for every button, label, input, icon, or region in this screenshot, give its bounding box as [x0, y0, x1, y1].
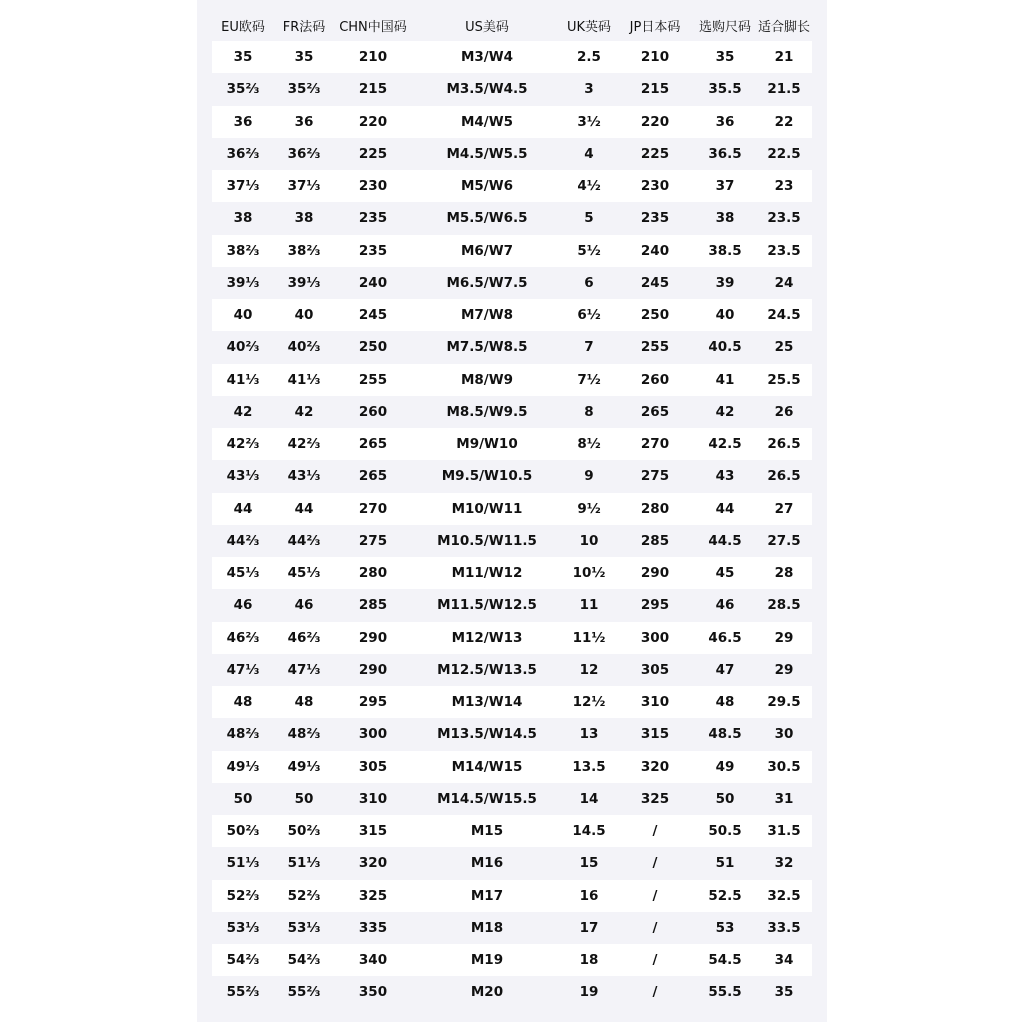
cell-jp-size: 320 [616, 751, 694, 783]
cell-jp-size: 290 [616, 557, 694, 589]
cell-foot-length: 26 [756, 396, 812, 428]
cell-chn-size: 255 [334, 364, 412, 396]
cell-uk-size: 13.5 [562, 751, 616, 783]
cell-uk-size: 16 [562, 880, 616, 912]
cell-fr-size: 43⅓ [274, 460, 334, 492]
cell-purchase-size: 35.5 [694, 73, 756, 105]
cell-eu-size: 50⅔ [212, 815, 274, 847]
cell-uk-size: 6 [562, 267, 616, 299]
cell-jp-size: 305 [616, 654, 694, 686]
cell-jp-size: 285 [616, 525, 694, 557]
cell-foot-length: 22.5 [756, 138, 812, 170]
cell-jp-size: 220 [616, 106, 694, 138]
cell-jp-size: 225 [616, 138, 694, 170]
table-row [212, 235, 812, 267]
table-row [212, 654, 812, 686]
column-header-chn-size: CHN中国码 [339, 19, 407, 35]
cell-jp-size: 325 [616, 783, 694, 815]
cell-us-size: M9.5/W10.5 [412, 460, 562, 492]
cell-foot-length: 23.5 [756, 235, 812, 267]
table-row [212, 460, 812, 492]
cell-us-size: M4/W5 [412, 106, 562, 138]
cell-foot-length: 25.5 [756, 364, 812, 396]
cell-uk-size: 5 [562, 202, 616, 234]
cell-eu-size: 45⅓ [212, 557, 274, 589]
cell-uk-size: 17 [562, 912, 616, 944]
cell-uk-size: 14.5 [562, 815, 616, 847]
header-row [212, 9, 812, 41]
cell-foot-length: 28 [756, 557, 812, 589]
cell-fr-size: 41⅓ [274, 364, 334, 396]
cell-us-size: M10/W11 [412, 493, 562, 525]
cell-jp-size: / [616, 976, 694, 1008]
cell-us-size: M9/W10 [412, 428, 562, 460]
cell-foot-length: 26.5 [756, 460, 812, 492]
table-body [212, 41, 812, 1009]
cell-us-size: M5/W6 [412, 170, 562, 202]
cell-eu-size: 47⅓ [212, 654, 274, 686]
cell-eu-size: 43⅓ [212, 460, 274, 492]
table-row [212, 525, 812, 557]
table-row [212, 557, 812, 589]
cell-chn-size: 260 [334, 396, 412, 428]
cell-fr-size: 40⅔ [274, 331, 334, 363]
cell-uk-size: 6½ [562, 299, 616, 331]
cell-chn-size: 295 [334, 686, 412, 718]
cell-foot-length: 23.5 [756, 202, 812, 234]
cell-foot-length: 32.5 [756, 880, 812, 912]
cell-eu-size: 53⅓ [212, 912, 274, 944]
cell-foot-length: 29.5 [756, 686, 812, 718]
table-row [212, 751, 812, 783]
table-row [212, 299, 812, 331]
cell-us-size: M11.5/W12.5 [412, 589, 562, 621]
cell-purchase-size: 39 [694, 267, 756, 299]
cell-fr-size: 47⅓ [274, 654, 334, 686]
cell-eu-size: 48⅔ [212, 718, 274, 750]
cell-uk-size: 5½ [562, 235, 616, 267]
cell-fr-size: 50⅔ [274, 815, 334, 847]
cell-fr-size: 48⅔ [274, 718, 334, 750]
cell-purchase-size: 43 [694, 460, 756, 492]
cell-eu-size: 52⅔ [212, 880, 274, 912]
cell-foot-length: 30.5 [756, 751, 812, 783]
cell-uk-size: 14 [562, 783, 616, 815]
cell-fr-size: 46 [274, 589, 334, 621]
cell-chn-size: 290 [334, 622, 412, 654]
cell-uk-size: 10 [562, 525, 616, 557]
cell-uk-size: 19 [562, 976, 616, 1008]
cell-uk-size: 8 [562, 396, 616, 428]
cell-fr-size: 35⅔ [274, 73, 334, 105]
cell-eu-size: 36 [212, 106, 274, 138]
cell-chn-size: 210 [334, 41, 412, 73]
cell-purchase-size: 47 [694, 654, 756, 686]
cell-uk-size: 15 [562, 847, 616, 879]
cell-eu-size: 50 [212, 783, 274, 815]
table-row [212, 976, 812, 1008]
cell-purchase-size: 44 [694, 493, 756, 525]
table-row [212, 267, 812, 299]
cell-foot-length: 35 [756, 976, 812, 1008]
cell-us-size: M16 [412, 847, 562, 879]
cell-jp-size: 295 [616, 589, 694, 621]
cell-eu-size: 48 [212, 686, 274, 718]
cell-jp-size: 235 [616, 202, 694, 234]
cell-us-size: M7/W8 [412, 299, 562, 331]
cell-chn-size: 350 [334, 976, 412, 1008]
cell-uk-size: 8½ [562, 428, 616, 460]
cell-foot-length: 29 [756, 654, 812, 686]
table-row [212, 493, 812, 525]
cell-foot-length: 34 [756, 944, 812, 976]
cell-purchase-size: 42.5 [694, 428, 756, 460]
table-row [212, 138, 812, 170]
cell-purchase-size: 50 [694, 783, 756, 815]
cell-fr-size: 53⅓ [274, 912, 334, 944]
table-row [212, 106, 812, 138]
cell-purchase-size: 46 [694, 589, 756, 621]
cell-uk-size: 7 [562, 331, 616, 363]
cell-jp-size: / [616, 944, 694, 976]
cell-uk-size: 13 [562, 718, 616, 750]
cell-fr-size: 51⅓ [274, 847, 334, 879]
cell-fr-size: 49⅓ [274, 751, 334, 783]
cell-purchase-size: 36 [694, 106, 756, 138]
size-chart-panel [197, 0, 827, 1022]
cell-us-size: M18 [412, 912, 562, 944]
cell-uk-size: 10½ [562, 557, 616, 589]
cell-purchase-size: 49 [694, 751, 756, 783]
cell-purchase-size: 50.5 [694, 815, 756, 847]
cell-us-size: M13/W14 [412, 686, 562, 718]
table-row [212, 847, 812, 879]
cell-uk-size: 4½ [562, 170, 616, 202]
cell-fr-size: 36⅔ [274, 138, 334, 170]
cell-purchase-size: 48.5 [694, 718, 756, 750]
table-row [212, 944, 812, 976]
cell-eu-size: 51⅓ [212, 847, 274, 879]
table-row [212, 202, 812, 234]
cell-fr-size: 39⅓ [274, 267, 334, 299]
cell-uk-size: 9 [562, 460, 616, 492]
cell-purchase-size: 48 [694, 686, 756, 718]
cell-foot-length: 29 [756, 622, 812, 654]
cell-chn-size: 270 [334, 493, 412, 525]
cell-eu-size: 46⅔ [212, 622, 274, 654]
cell-us-size: M8.5/W9.5 [412, 396, 562, 428]
cell-foot-length: 27.5 [756, 525, 812, 557]
cell-us-size: M5.5/W6.5 [412, 202, 562, 234]
cell-purchase-size: 52.5 [694, 880, 756, 912]
cell-eu-size: 41⅓ [212, 364, 274, 396]
cell-fr-size: 52⅔ [274, 880, 334, 912]
table-row [212, 396, 812, 428]
cell-fr-size: 55⅔ [274, 976, 334, 1008]
cell-eu-size: 42 [212, 396, 274, 428]
cell-jp-size: 210 [616, 41, 694, 73]
cell-fr-size: 50 [274, 783, 334, 815]
cell-eu-size: 55⅔ [212, 976, 274, 1008]
cell-foot-length: 28.5 [756, 589, 812, 621]
cell-chn-size: 225 [334, 138, 412, 170]
cell-eu-size: 49⅓ [212, 751, 274, 783]
cell-jp-size: 260 [616, 364, 694, 396]
column-header-foot-length: 适合脚长 [757, 19, 810, 35]
cell-chn-size: 335 [334, 912, 412, 944]
cell-fr-size: 40 [274, 299, 334, 331]
cell-jp-size: 255 [616, 331, 694, 363]
cell-jp-size: 280 [616, 493, 694, 525]
table-row [212, 364, 812, 396]
cell-eu-size: 35⅔ [212, 73, 274, 105]
cell-purchase-size: 46.5 [694, 622, 756, 654]
cell-uk-size: 18 [562, 944, 616, 976]
table-row [212, 686, 812, 718]
cell-foot-length: 21 [756, 41, 812, 73]
cell-eu-size: 40 [212, 299, 274, 331]
column-header-purchase-size: 选购尺码 [698, 19, 751, 35]
cell-jp-size: 315 [616, 718, 694, 750]
cell-uk-size: 3½ [562, 106, 616, 138]
cell-fr-size: 38 [274, 202, 334, 234]
cell-eu-size: 54⅔ [212, 944, 274, 976]
cell-uk-size: 7½ [562, 364, 616, 396]
cell-eu-size: 44 [212, 493, 274, 525]
cell-purchase-size: 53 [694, 912, 756, 944]
cell-purchase-size: 45 [694, 557, 756, 589]
cell-us-size: M12/W13 [412, 622, 562, 654]
cell-fr-size: 46⅔ [274, 622, 334, 654]
cell-us-size: M3.5/W4.5 [412, 73, 562, 105]
cell-eu-size: 38 [212, 202, 274, 234]
cell-eu-size: 35 [212, 41, 274, 73]
table-row [212, 622, 812, 654]
table-row [212, 589, 812, 621]
cell-purchase-size: 38.5 [694, 235, 756, 267]
cell-chn-size: 250 [334, 331, 412, 363]
cell-fr-size: 35 [274, 41, 334, 73]
table-row [212, 41, 812, 73]
cell-eu-size: 40⅔ [212, 331, 274, 363]
cell-foot-length: 26.5 [756, 428, 812, 460]
cell-us-size: M14.5/W15.5 [412, 783, 562, 815]
cell-chn-size: 265 [334, 460, 412, 492]
cell-foot-length: 33.5 [756, 912, 812, 944]
cell-jp-size: / [616, 847, 694, 879]
cell-purchase-size: 44.5 [694, 525, 756, 557]
cell-chn-size: 305 [334, 751, 412, 783]
cell-chn-size: 215 [334, 73, 412, 105]
cell-chn-size: 230 [334, 170, 412, 202]
cell-fr-size: 38⅔ [274, 235, 334, 267]
table-row [212, 912, 812, 944]
cell-fr-size: 36 [274, 106, 334, 138]
cell-us-size: M11/W12 [412, 557, 562, 589]
cell-uk-size: 12½ [562, 686, 616, 718]
cell-uk-size: 9½ [562, 493, 616, 525]
cell-us-size: M4.5/W5.5 [412, 138, 562, 170]
cell-us-size: M17 [412, 880, 562, 912]
cell-us-size: M6/W7 [412, 235, 562, 267]
cell-foot-length: 21.5 [756, 73, 812, 105]
cell-foot-length: 25 [756, 331, 812, 363]
cell-uk-size: 11½ [562, 622, 616, 654]
cell-fr-size: 48 [274, 686, 334, 718]
size-chart-table [212, 9, 812, 1009]
cell-purchase-size: 41 [694, 364, 756, 396]
cell-fr-size: 45⅓ [274, 557, 334, 589]
cell-us-size: M6.5/W7.5 [412, 267, 562, 299]
cell-chn-size: 315 [334, 815, 412, 847]
cell-eu-size: 36⅔ [212, 138, 274, 170]
cell-eu-size: 46 [212, 589, 274, 621]
cell-chn-size: 280 [334, 557, 412, 589]
cell-fr-size: 44 [274, 493, 334, 525]
cell-uk-size: 3 [562, 73, 616, 105]
cell-us-size: M14/W15 [412, 751, 562, 783]
column-header-jp-size: JP日本码 [629, 19, 681, 35]
cell-chn-size: 340 [334, 944, 412, 976]
cell-us-size: M10.5/W11.5 [412, 525, 562, 557]
cell-fr-size: 37⅓ [274, 170, 334, 202]
table-row [212, 331, 812, 363]
cell-purchase-size: 54.5 [694, 944, 756, 976]
cell-purchase-size: 42 [694, 396, 756, 428]
cell-purchase-size: 37 [694, 170, 756, 202]
cell-us-size: M3/W4 [412, 41, 562, 73]
cell-chn-size: 290 [334, 654, 412, 686]
cell-us-size: M7.5/W8.5 [412, 331, 562, 363]
cell-chn-size: 310 [334, 783, 412, 815]
cell-jp-size: 245 [616, 267, 694, 299]
cell-chn-size: 235 [334, 235, 412, 267]
cell-foot-length: 24 [756, 267, 812, 299]
column-header-fr-size: FR法码 [282, 19, 326, 35]
cell-foot-length: 23 [756, 170, 812, 202]
cell-fr-size: 42 [274, 396, 334, 428]
cell-fr-size: 54⅔ [274, 944, 334, 976]
cell-foot-length: 27 [756, 493, 812, 525]
cell-fr-size: 42⅔ [274, 428, 334, 460]
cell-jp-size: 215 [616, 73, 694, 105]
table-row [212, 428, 812, 460]
cell-uk-size: 2.5 [562, 41, 616, 73]
cell-uk-size: 12 [562, 654, 616, 686]
cell-foot-length: 30 [756, 718, 812, 750]
cell-purchase-size: 38 [694, 202, 756, 234]
cell-us-size: M19 [412, 944, 562, 976]
column-header-uk-size: UK英码 [566, 19, 612, 35]
cell-foot-length: 32 [756, 847, 812, 879]
cell-jp-size: / [616, 815, 694, 847]
cell-jp-size: 240 [616, 235, 694, 267]
cell-jp-size: 300 [616, 622, 694, 654]
cell-us-size: M15 [412, 815, 562, 847]
table-row [212, 73, 812, 105]
cell-jp-size: 250 [616, 299, 694, 331]
table-row [212, 783, 812, 815]
table-row [212, 718, 812, 750]
table-row [212, 170, 812, 202]
cell-us-size: M12.5/W13.5 [412, 654, 562, 686]
cell-purchase-size: 35 [694, 41, 756, 73]
cell-fr-size: 44⅔ [274, 525, 334, 557]
cell-foot-length: 24.5 [756, 299, 812, 331]
table-row [212, 815, 812, 847]
cell-us-size: M13.5/W14.5 [412, 718, 562, 750]
cell-chn-size: 320 [334, 847, 412, 879]
cell-chn-size: 245 [334, 299, 412, 331]
cell-foot-length: 22 [756, 106, 812, 138]
cell-eu-size: 37⅓ [212, 170, 274, 202]
cell-jp-size: 310 [616, 686, 694, 718]
cell-uk-size: 4 [562, 138, 616, 170]
cell-purchase-size: 40 [694, 299, 756, 331]
cell-jp-size: 270 [616, 428, 694, 460]
cell-chn-size: 285 [334, 589, 412, 621]
cell-us-size: M20 [412, 976, 562, 1008]
cell-purchase-size: 55.5 [694, 976, 756, 1008]
table-row [212, 880, 812, 912]
cell-chn-size: 265 [334, 428, 412, 460]
cell-jp-size: 275 [616, 460, 694, 492]
cell-jp-size: 230 [616, 170, 694, 202]
cell-eu-size: 39⅓ [212, 267, 274, 299]
cell-chn-size: 220 [334, 106, 412, 138]
cell-chn-size: 235 [334, 202, 412, 234]
cell-eu-size: 38⅔ [212, 235, 274, 267]
cell-chn-size: 300 [334, 718, 412, 750]
cell-purchase-size: 36.5 [694, 138, 756, 170]
cell-us-size: M8/W9 [412, 364, 562, 396]
column-header-eu-size: EU欧码 [221, 19, 265, 35]
cell-chn-size: 275 [334, 525, 412, 557]
cell-foot-length: 31 [756, 783, 812, 815]
cell-foot-length: 31.5 [756, 815, 812, 847]
cell-jp-size: 265 [616, 396, 694, 428]
cell-eu-size: 42⅔ [212, 428, 274, 460]
cell-eu-size: 44⅔ [212, 525, 274, 557]
cell-jp-size: / [616, 912, 694, 944]
column-header-us-size: US美码 [465, 19, 509, 35]
cell-jp-size: / [616, 880, 694, 912]
cell-chn-size: 325 [334, 880, 412, 912]
cell-purchase-size: 51 [694, 847, 756, 879]
cell-purchase-size: 40.5 [694, 331, 756, 363]
cell-chn-size: 240 [334, 267, 412, 299]
cell-uk-size: 11 [562, 589, 616, 621]
